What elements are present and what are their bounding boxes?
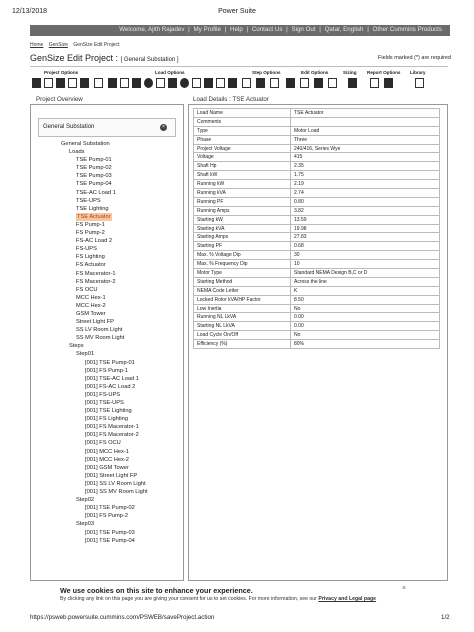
field-value: Three <box>291 135 440 144</box>
collapse-icon[interactable]: × <box>160 124 167 131</box>
tree-item-label: FS Actuator <box>76 262 106 269</box>
delete-project-icon[interactable] <box>80 78 89 88</box>
nav-contact-us[interactable]: Contact Us <box>251 26 283 33</box>
field-label: Type <box>194 126 291 135</box>
welder-load-icon[interactable] <box>192 78 201 88</box>
tree-item-label: SS MV Room Light <box>76 335 125 342</box>
field-value: TSE Actuator <box>291 109 440 118</box>
edit-step-icon[interactable] <box>256 78 265 88</box>
tree-item-label: [001] FS-UPS <box>85 391 121 398</box>
ups-load-icon[interactable] <box>144 78 153 88</box>
tree-item[interactable] <box>38 407 148 415</box>
table-row <box>194 126 440 135</box>
tree-item-label: [001] TSE Pump-04 <box>85 537 135 544</box>
tree-item-label: Step03 <box>76 521 95 528</box>
tree-item[interactable] <box>38 456 148 464</box>
table-row <box>194 233 440 242</box>
group-project-options: Project Options <box>44 70 79 75</box>
tree-item-label: [001] SS LV Room Light <box>85 480 146 487</box>
tree-item-label: Street Light FP <box>76 319 114 326</box>
add-step-icon[interactable] <box>242 78 251 88</box>
field-value: Motor Load <box>291 126 440 135</box>
tree-item[interactable] <box>38 512 148 520</box>
tree-item[interactable] <box>38 350 148 358</box>
table-row <box>194 144 440 153</box>
tree-item-label: TSE Pump-03 <box>76 173 112 180</box>
page-subtitle: [ General Substation ] <box>120 57 179 63</box>
table-row <box>194 224 440 233</box>
nav-help[interactable]: Help <box>230 26 243 33</box>
field-label: Efficiency (%) <box>194 340 291 349</box>
tree-item-label: [001] MCC Hex-1 <box>85 448 129 455</box>
table-row <box>194 162 440 171</box>
library-icon[interactable] <box>415 78 424 88</box>
tree-item[interactable] <box>38 318 148 326</box>
report-icon[interactable] <box>370 78 379 88</box>
table-row <box>194 322 440 331</box>
table-row <box>194 197 440 206</box>
cookie-body: By clicking any link on this page you are giving your consent for us to set cookies. For more information, see our <box>60 596 317 602</box>
field-value: 2.35 <box>291 162 440 171</box>
tree-item-label: [001] Street Light FP <box>85 472 138 479</box>
toolbar-group-labels <box>30 70 448 77</box>
tree-item[interactable] <box>38 334 148 342</box>
field-label: Comments <box>194 117 291 126</box>
print-url: https://psweb.powersuite.cummins.com/PSWEB/saveProject.action <box>30 614 215 621</box>
group-step-options: Step Options <box>252 70 281 75</box>
field-label: Load Name <box>194 109 291 118</box>
tree-item[interactable] <box>38 310 148 318</box>
tree-item-label: TSE Pump-01 <box>76 157 112 164</box>
field-label: Shaft Hp <box>194 162 291 171</box>
load-details-heading: Load Details : TSE Actuator <box>193 96 269 103</box>
field-label: Phase <box>194 135 291 144</box>
tree-item[interactable] <box>38 164 148 172</box>
field-label: Low Inertia <box>194 304 291 313</box>
delete-step-icon[interactable] <box>270 78 279 88</box>
divider <box>30 66 448 67</box>
field-value: 0.00 <box>291 322 440 331</box>
top-nav: Welcome, Ajith Rajadev | My Profile | Help | Contact Us | Sign Out | Qatar, English | Other Cummins Products <box>119 26 442 33</box>
tree-item-label: TSE-UPS <box>76 197 101 204</box>
cut-icon[interactable] <box>286 78 295 88</box>
project-overview-heading: Project Overview <box>36 96 83 103</box>
field-label: Shaft kW <box>194 171 291 180</box>
tree-item[interactable] <box>38 480 148 488</box>
copy-icon[interactable] <box>300 78 309 88</box>
group-load-options: Load Options <box>155 70 185 75</box>
tree-item[interactable] <box>38 156 148 164</box>
tree-item[interactable] <box>38 367 148 375</box>
new-project-icon[interactable] <box>32 78 41 88</box>
tree-item-label: TSE Pump-02 <box>76 165 112 172</box>
tree-item[interactable] <box>38 261 148 269</box>
field-value: Across the line <box>291 277 440 286</box>
table-row <box>194 269 440 278</box>
tree-item-label: FS-AC Load 2 <box>76 238 113 245</box>
tree-item[interactable] <box>38 448 148 456</box>
load-details-table <box>193 108 440 349</box>
tree-item[interactable] <box>38 464 148 472</box>
welcome-text: Welcome, Ajith Rajadev <box>119 26 185 33</box>
tree-item[interactable] <box>38 415 148 423</box>
tree-item-label: Step02 <box>76 497 95 504</box>
field-label: Running Amps <box>194 206 291 215</box>
cookie-title: We use cookies on this site to enhance your experience. <box>60 586 253 595</box>
field-value: 3.82 <box>291 206 440 215</box>
field-value: 1.75 <box>291 171 440 180</box>
page-title <box>30 53 179 63</box>
page-title-text: GenSize Edit Project : <box>30 53 119 63</box>
tree-item[interactable] <box>38 326 148 334</box>
field-value: 27.83 <box>291 233 440 242</box>
table-row <box>194 189 440 198</box>
project-name: General Substation <box>43 124 95 130</box>
tree-item[interactable] <box>38 496 148 504</box>
nav-locale[interactable]: Qatar, English <box>324 26 364 33</box>
tree-item[interactable] <box>38 221 148 229</box>
tree-item-label: [001] FS Macerator-2 <box>85 432 139 439</box>
tree-item-label: FS Macerator-2 <box>76 278 116 285</box>
nav-my-profile[interactable]: My Profile <box>193 26 221 33</box>
tree-item-label: [001] TSE Pump-03 <box>85 529 135 536</box>
tree-item[interactable] <box>38 431 148 439</box>
field-label: Running NL LkVA <box>194 313 291 322</box>
field-value: 415 <box>291 153 440 162</box>
tree-item-label: MCC Hex-2 <box>76 302 106 309</box>
table-row <box>194 331 440 340</box>
table-row <box>194 260 440 269</box>
project-properties-icon[interactable] <box>94 78 103 88</box>
sizing-icon[interactable] <box>348 78 357 88</box>
tree-item-label: [001] FS Pump-1 <box>85 367 128 374</box>
table-row <box>194 109 440 118</box>
tree-item-label: [001] MCC Hex-2 <box>85 456 129 463</box>
rectifier-load-icon[interactable] <box>216 78 225 88</box>
tree-item-label: FS Lighting <box>76 254 105 261</box>
field-label: Starting NL LkVA <box>194 322 291 331</box>
tree-item[interactable] <box>38 375 148 383</box>
tree-item[interactable] <box>38 302 148 310</box>
field-label: Project Voltage <box>194 144 291 153</box>
project-tree <box>38 140 148 545</box>
tree-item[interactable] <box>38 253 148 261</box>
table-row <box>194 242 440 251</box>
tree-item-label: Step01 <box>76 351 95 358</box>
close-icon[interactable]: × <box>402 585 407 592</box>
tree-item[interactable] <box>38 213 148 221</box>
delete-icon[interactable] <box>328 78 337 88</box>
tree-item-label: SS LV Room Light <box>76 327 123 334</box>
field-value: No <box>291 331 440 340</box>
tree-item-label: TSE-AC Load 1 <box>76 189 116 196</box>
tree-item[interactable] <box>38 189 148 197</box>
tree-item[interactable] <box>38 286 148 294</box>
field-value: No <box>291 304 440 313</box>
field-value: 0.68 <box>291 242 440 251</box>
nav-sign-out[interactable]: Sign Out <box>291 26 316 33</box>
tree-item[interactable] <box>38 237 148 245</box>
project-header-box <box>38 118 176 137</box>
required-note: Fields marked (*) are required <box>378 55 452 61</box>
tree-item-label: FS Pump-1 <box>76 221 105 228</box>
tree-item[interactable] <box>38 391 148 399</box>
tree-item-label: FS-UPS <box>76 246 97 253</box>
paste-icon[interactable] <box>314 78 323 88</box>
group-report-options: Report Options <box>367 70 401 75</box>
tree-item[interactable] <box>38 383 148 391</box>
field-label: Max. % Frequency Dip <box>194 260 291 269</box>
tree-item-label: Loads <box>69 149 85 156</box>
battery-charger-icon[interactable] <box>156 78 165 88</box>
tree-item[interactable] <box>38 504 148 512</box>
field-label: Locked Rotor kVA/HP Factor <box>194 295 291 304</box>
tree-item-label: [001] TSE Pump-02 <box>85 505 135 512</box>
field-value: 30 <box>291 251 440 260</box>
tree-item[interactable] <box>38 529 148 537</box>
tree-item[interactable] <box>38 205 148 213</box>
toolbar <box>30 78 448 92</box>
tree-item-label: [001] GSM Tower <box>85 464 129 471</box>
table-row <box>194 215 440 224</box>
table-row <box>194 171 440 180</box>
field-label: Starting kW <box>194 215 291 224</box>
breadcrumb-gensize[interactable]: GenSize <box>48 42 68 48</box>
cookie-banner <box>0 583 474 605</box>
tree-item[interactable] <box>38 245 148 253</box>
table-row <box>194 286 440 295</box>
tree-item[interactable] <box>38 229 148 237</box>
table-row <box>194 295 440 304</box>
tree-item-label: GSM Tower <box>76 310 106 317</box>
tree-item[interactable] <box>38 439 148 447</box>
import-load-icon[interactable] <box>228 78 237 88</box>
top-nav-bar <box>30 25 450 36</box>
table-row <box>194 117 440 126</box>
open-project-icon[interactable] <box>44 78 53 88</box>
privacy-link[interactable]: Privacy and Legal page <box>318 596 377 602</box>
cookie-text <box>60 596 376 602</box>
table-row <box>194 340 440 349</box>
ac-load-icon[interactable] <box>132 78 141 88</box>
tree-item-label: [001] FS-AC Load 2 <box>85 383 136 390</box>
table-row <box>194 277 440 286</box>
tree-item[interactable] <box>38 180 148 188</box>
field-label: Starting Method <box>194 277 291 286</box>
tree-item[interactable] <box>38 472 148 480</box>
field-value: 240/416, Series Wye <box>291 144 440 153</box>
copy-project-icon[interactable] <box>68 78 77 88</box>
field-label: Running kW <box>194 180 291 189</box>
print-title: Power Suite <box>218 8 256 15</box>
tree-item[interactable] <box>38 520 148 528</box>
tree-item[interactable] <box>38 359 148 367</box>
tree-item-label: FS Pump-2 <box>76 230 105 237</box>
table-row <box>194 304 440 313</box>
tree-item[interactable] <box>38 172 148 180</box>
field-value: K <box>291 286 440 295</box>
table-row <box>194 180 440 189</box>
nav-other-products[interactable]: Other Cummins Products <box>372 26 442 33</box>
tree-item-label: TSE Lighting <box>76 205 109 212</box>
tree-item-label: TSE Pump-04 <box>76 181 112 188</box>
field-label: Starting kVA <box>194 224 291 233</box>
field-value: 19.98 <box>291 224 440 233</box>
field-label: Running kVA <box>194 189 291 198</box>
table-row <box>194 153 440 162</box>
field-label: Starting Amps <box>194 233 291 242</box>
print-report-icon[interactable] <box>384 78 393 88</box>
field-value: 2.19 <box>291 180 440 189</box>
tree-item-label: [001] TSE-AC Load 1 <box>85 375 139 382</box>
field-value: 0.00 <box>291 313 440 322</box>
print-date: 12/13/2018 <box>12 8 48 15</box>
field-value: 2.74 <box>291 189 440 198</box>
field-value <box>291 117 440 126</box>
tree-item-label: FS Macerator-1 <box>76 270 116 277</box>
tree-item-label: FS OCU <box>76 286 98 293</box>
tree-item-label: [001] FS Pump-2 <box>85 513 128 520</box>
tree-item[interactable] <box>38 148 148 156</box>
tree-item[interactable] <box>38 294 148 302</box>
tree-item-label: [001] TSE Lighting <box>85 408 132 415</box>
tree-item[interactable] <box>38 399 148 407</box>
breadcrumb-current: GenSize Edit Project <box>73 42 120 48</box>
tree-item[interactable] <box>38 140 148 148</box>
field-label: Max. % Voltage Dip <box>194 251 291 260</box>
tree-item-label: [001] TSE-UPS <box>85 400 124 406</box>
tree-item[interactable] <box>38 423 148 431</box>
field-value: Standard NEMA Design B,C or D <box>291 269 440 278</box>
motor-load-icon[interactable] <box>108 78 117 88</box>
group-sizing: Sizing <box>343 70 357 75</box>
save-project-icon[interactable] <box>56 78 65 88</box>
tree-item-label: [001] FS Macerator-1 <box>85 424 139 431</box>
table-row <box>194 313 440 322</box>
field-value: 10 <box>291 260 440 269</box>
field-label: Starting PF <box>194 242 291 251</box>
tree-item-label: [001] SS MV Room Light <box>85 489 148 496</box>
tree-item[interactable] <box>38 488 148 496</box>
field-label: Load Cycle On/Off <box>194 331 291 340</box>
group-library: Library <box>410 70 426 75</box>
table-row <box>194 251 440 260</box>
tree-item[interactable] <box>38 342 148 350</box>
lighting-load-icon[interactable] <box>120 78 129 88</box>
fire-pump-icon[interactable] <box>180 78 189 88</box>
group-edit-options: Edit Options <box>301 70 329 75</box>
field-label: Voltage <box>194 153 291 162</box>
tree-item[interactable] <box>38 197 148 205</box>
print-page-number: 1/2 <box>441 614 450 621</box>
table-row <box>194 135 440 144</box>
breadcrumb <box>30 42 123 48</box>
tree-item[interactable] <box>38 278 148 286</box>
field-label: Running PF <box>194 197 291 206</box>
tree-item-label: Steps <box>69 343 84 350</box>
tree-item[interactable] <box>38 537 148 545</box>
tree-item-label: MCC Hex-1 <box>76 294 106 301</box>
tree-item-label: [001] FS Lighting <box>85 416 129 423</box>
field-value: 13.59 <box>291 215 440 224</box>
medical-load-icon[interactable] <box>168 78 177 88</box>
misc-load-icon[interactable] <box>204 78 213 88</box>
field-label: Motor Type <box>194 269 291 278</box>
tree-item-label: [001] TSE Pump-01 <box>85 359 135 366</box>
field-value: 8.50 <box>291 295 440 304</box>
table-row <box>194 206 440 215</box>
field-value: 80% <box>291 340 440 349</box>
tree-item-label: [001] FS OCU <box>85 440 121 447</box>
field-label: NEMA Code Letter <box>194 286 291 295</box>
tree-item[interactable] <box>38 270 148 278</box>
field-value: 0.80 <box>291 197 440 206</box>
tree-item-label: General Substation <box>61 141 110 147</box>
breadcrumb-home[interactable]: Home <box>30 42 44 48</box>
tree-item-label: TSE Actuator <box>77 213 111 220</box>
